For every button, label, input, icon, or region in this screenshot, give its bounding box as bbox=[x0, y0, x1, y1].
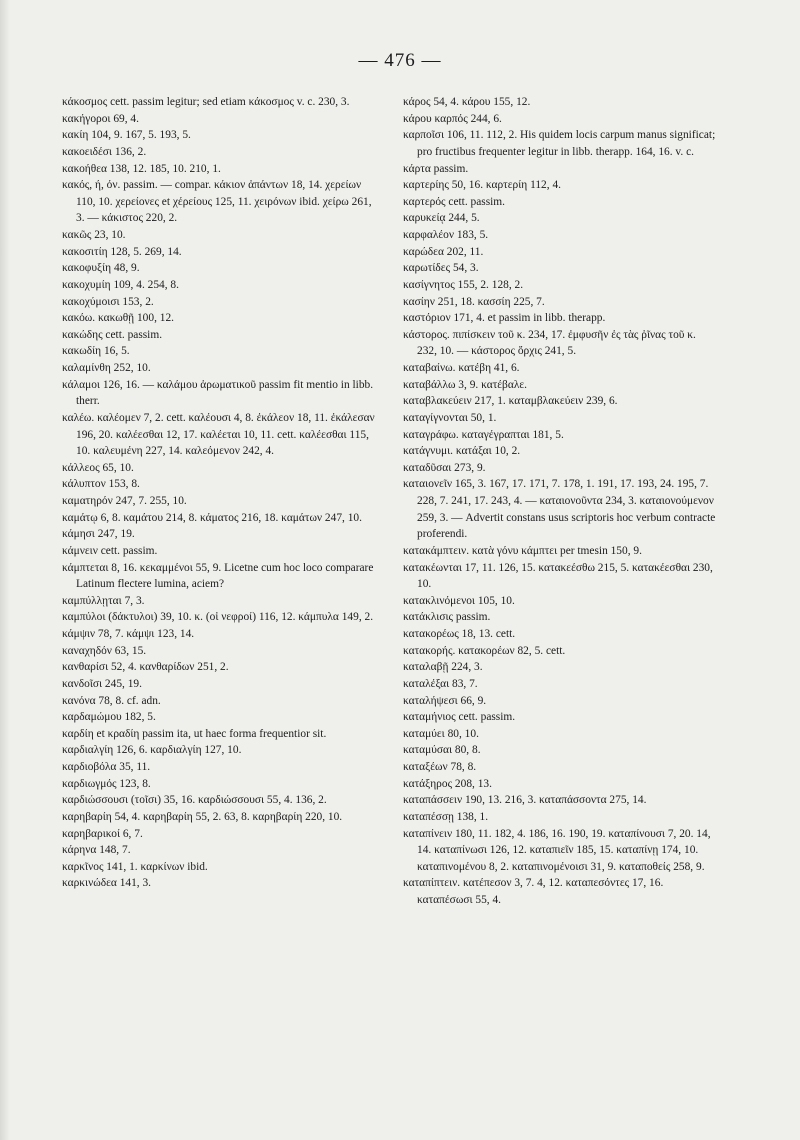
index-entry: καταμύσαι 80, 8. bbox=[403, 744, 481, 757]
page-number: — 476 — bbox=[358, 50, 442, 71]
index-entry: κατακέωνται 17, 11. 126, 15. κατακεέσθω 215, 5. κατακέεσθαι 230, 10. bbox=[403, 561, 713, 591]
index-entry: καταμήνιος cett. passim. bbox=[403, 711, 516, 724]
index-entry: κανθαρίσι 52, 4. κανθαρίδων 251, 2. bbox=[62, 661, 229, 674]
index-entry: κανόνα 78, 8. cf. adn. bbox=[62, 694, 161, 707]
index-entry: καταβαίνω. κατέβη 41, 6. bbox=[403, 362, 520, 374]
index-entry: καστόριον 171, 4. et passim in libb. therapp. bbox=[403, 312, 606, 325]
index-entry: κάρτα passim. bbox=[403, 162, 469, 175]
index-entry: κακοήθεα 138, 12. 185, 10. 210, 1. bbox=[62, 162, 221, 175]
index-entry: καταμύει 80, 10. bbox=[403, 727, 479, 740]
index-entry: καταπάσσειν 190, 13. 216, 3. καταπάσσοντα 275, 14. bbox=[403, 794, 647, 807]
index-entry: κάστορος. πιπίσκειν τοῦ κ. 234, 17. ἐμφυσῆν ἐς τὰς ῥῖνας τοῦ κ. 232, 10. — κάστορος ὄρχις 241, 5. bbox=[403, 328, 696, 358]
index-entry: κατακάμπτειν. κατὰ γόνυ κάμπτει per tmesin 150, 9. bbox=[403, 544, 642, 557]
index-entry: κακῶς 23, 10. bbox=[62, 229, 126, 241]
index-entry: καταπίνειν 180, 11. 182, 4. 186, 16. 190, 19. καταπίνουσι 7, 20. 14, 14. καταπίνωσι 126, 12. καταπιεῖν 185, 15. καταπίνῃ 174, 10. καταπινομένου 8, 2. καταπινομένοισι 31, 9. καταποθείς 258, 9. bbox=[403, 827, 711, 873]
index-entry: κάρου καρπός 244, 6. bbox=[403, 112, 502, 125]
index-column-left bbox=[62, 94, 378, 892]
index-entry: καρφαλέον 183, 5. bbox=[403, 229, 489, 241]
index-entry: καρδιωγμός 123, 8. bbox=[62, 777, 151, 790]
index-entry: καρποῖσι 106, 11. 112, 2. His quidem locis carpum manus significat; pro fructibus frequenter legitur in libb. therapp. 164, 16. v. c. bbox=[403, 129, 716, 158]
index-entry: κατακορέως 18, 13. cett. bbox=[403, 628, 516, 640]
index-entry: κακωδίη 16, 5. bbox=[62, 345, 130, 358]
index-entry: κάκοσμος cett. passim legitur; sed etiam κάκοσμος v. c. 230, 3. bbox=[62, 96, 350, 108]
index-entry: καταγράφω. καταγέγραπται 181, 5. bbox=[403, 428, 564, 441]
index-entry: κατακορής. κατακορέων 82, 5. cett. bbox=[403, 644, 566, 657]
index-entry: κατακλινόμενοι 105, 10. bbox=[403, 594, 515, 607]
index-entry: καρηβαρικοί 6, 7. bbox=[62, 827, 143, 840]
index-entry: καλέω. καλέομεν 7, 2. cett. καλέουσι 4, 8. ἐκάλεον 18, 11. ἐκάλεσαν 196, 20. καλέεσθαι 12, 17. καλέεται 10, 11. cett. καλέεσθαι 115, 10. καλευμένη 227, 14. καλεόμενον 242, 4. bbox=[62, 411, 375, 458]
index-entry: καταξέων 78, 8. bbox=[403, 761, 477, 773]
index-entry: καρηβαρίη 54, 4. καρηβαρίη 55, 2. 63, 8. καρηβαρίη 220, 10. bbox=[62, 810, 343, 823]
index-entry: καρδιοβόλα 35, 11. bbox=[62, 761, 151, 773]
index-entry: καμάτῳ 6, 8. καμάτου 214, 8. κάματος 216, 18. καμάτων 247, 10. bbox=[62, 511, 362, 524]
index-entry: καναχηδόν 63, 15. bbox=[62, 644, 147, 657]
index-entry: κακώδης cett. passim. bbox=[62, 328, 163, 341]
index-entry: κατάκλισις passim. bbox=[403, 611, 491, 624]
index-entry: καρώδεα 202, 11. bbox=[403, 245, 484, 258]
index-entry: κάρος 54, 4. κάρου 155, 12. bbox=[403, 96, 531, 108]
index-entry: κακόω. κακωθῇ 100, 12. bbox=[62, 312, 175, 325]
index-entry: καταγίγνονται 50, 1. bbox=[403, 411, 497, 424]
index-entry: καλαμίνθη 252, 10. bbox=[62, 362, 151, 374]
index-entry: καταβάλλω 3, 9. κατέβαλε. bbox=[403, 378, 527, 391]
index-entry: καματηρόν 247, 7. 255, 10. bbox=[62, 495, 187, 507]
index-entry: κάλλεος 65, 10. bbox=[62, 461, 134, 474]
index-entry: κακοσιτίη 128, 5. 269, 14. bbox=[62, 245, 182, 258]
index-entry: καταιονεῖν 165, 3. 167, 17. 171, 7. 178, 1. 191, 17. 193, 24. 195, 7. 228, 7. 241, 17. 243, 4. — καταιονοῦντα 234, 3. καταιονούμενον 259, 3. — Advertit constans usus scriptoris hoc verbum contracte proferendi. bbox=[403, 478, 716, 541]
index-entry: κακοφυξίη 48, 9. bbox=[62, 262, 140, 275]
index-entry: καρτερίης 50, 16. καρτερίη 112, 4. bbox=[403, 179, 561, 192]
index-entry: κάλυπτον 153, 8. bbox=[62, 478, 140, 491]
page-gutter-shadow bbox=[0, 0, 10, 1140]
index-entry: καταλαβῇ 224, 3. bbox=[403, 661, 483, 674]
index-entry: κατάγνυμι. κατάξαι 10, 2. bbox=[403, 445, 521, 458]
index-entry: καρωτίδες 54, 3. bbox=[403, 262, 479, 275]
index-entry: κάρηνα 148, 7. bbox=[62, 844, 131, 857]
index-entry: καταπίπτειν. κατέπεσον 3, 7. 4, 12. καταπεσόντες 17, 16. καταπέσωσι 55, 4. bbox=[403, 877, 664, 906]
index-entry: καρδαμώμου 182, 5. bbox=[62, 711, 156, 724]
index-entry: κακήγοροι 69, 4. bbox=[62, 112, 139, 125]
index-entry: καμπύλλῃται 7, 3. bbox=[62, 594, 145, 607]
index-entry: καρκινώδεα 141, 3. bbox=[62, 877, 152, 890]
index-entry: καταβλακεύειν 217, 1. καταμβλακεύειν 239, 6. bbox=[403, 395, 618, 408]
index-entry: κάλαμοι 126, 16. — καλάμου ἀρωματικοῦ passim fit mentio in libb. therr. bbox=[62, 378, 374, 408]
index-entry: κανδοῖσι 245, 19. bbox=[62, 677, 142, 690]
index-entry: καταπέσσῃ 138, 1. bbox=[403, 810, 489, 823]
index-entry: κακοειδέσι 136, 2. bbox=[62, 145, 147, 158]
index-entry: κακοχύμοισι 153, 2. bbox=[62, 295, 154, 308]
index-entry: κασίγνητος 155, 2. 128, 2. bbox=[403, 278, 524, 291]
index-entry: κακός, ή, όν. passim. — compar. κάκιον ἁπάντων 18, 14. χερείων 110, 10. χερείονες et χέρείους 125, 11. χειρόνων ibid. χείρω 261, 3. — κάκιστος 220, 2. bbox=[62, 179, 372, 225]
index-entry: κάμησι 247, 19. bbox=[62, 528, 135, 541]
index-entry: καμπύλοι (δάκτυλοι) 39, 10. κ. (οἱ νεφροί) 116, 12. κάμπυλα 149, 2. bbox=[62, 611, 374, 624]
index-entry: κατάξηρος 208, 13. bbox=[403, 777, 492, 790]
index-entry: καρυκείᾳ 244, 5. bbox=[403, 212, 480, 225]
index-entry: κάμπτεται 8, 16. κεκαμμένοι 55, 9. Licetne cum hoc loco comparare Latinum flectere lumina, aciem? bbox=[62, 561, 374, 591]
index-entry: καρδίη et κραδίη passim ita, ut haec forma frequentior sit. bbox=[62, 727, 327, 740]
index-entry: καρκῖνος 141, 1. καρκίνων ibid. bbox=[62, 860, 208, 873]
index-entry: κάμψιν 78, 7. κάμψι 123, 14. bbox=[62, 628, 195, 640]
index-entry: καρτερός cett. passim. bbox=[403, 195, 506, 208]
index-column-right bbox=[403, 94, 717, 909]
index-entry: καταλήψεσι 66, 9. bbox=[403, 694, 487, 707]
index-entry: καταλέξαι 83, 7. bbox=[403, 677, 478, 690]
index-entry: κάμνειν cett. passim. bbox=[62, 544, 158, 557]
index-entry: κακοχυμίη 109, 4. 254, 8. bbox=[62, 278, 179, 291]
index-entry: καρδιώσσουσι (τοῖσι) 35, 16. καρδιώσσουσι 55, 4. 136, 2. bbox=[62, 794, 327, 807]
index-entry: καταδῦσαι 273, 9. bbox=[403, 461, 486, 474]
index-entry: καρδιαλγίη 126, 6. καρδιαλγίη 127, 10. bbox=[62, 744, 242, 757]
index-entry: κασίην 251, 18. κασσίη 225, 7. bbox=[403, 295, 545, 308]
index-entry: κακίη 104, 9. 167, 5. 193, 5. bbox=[62, 129, 191, 142]
